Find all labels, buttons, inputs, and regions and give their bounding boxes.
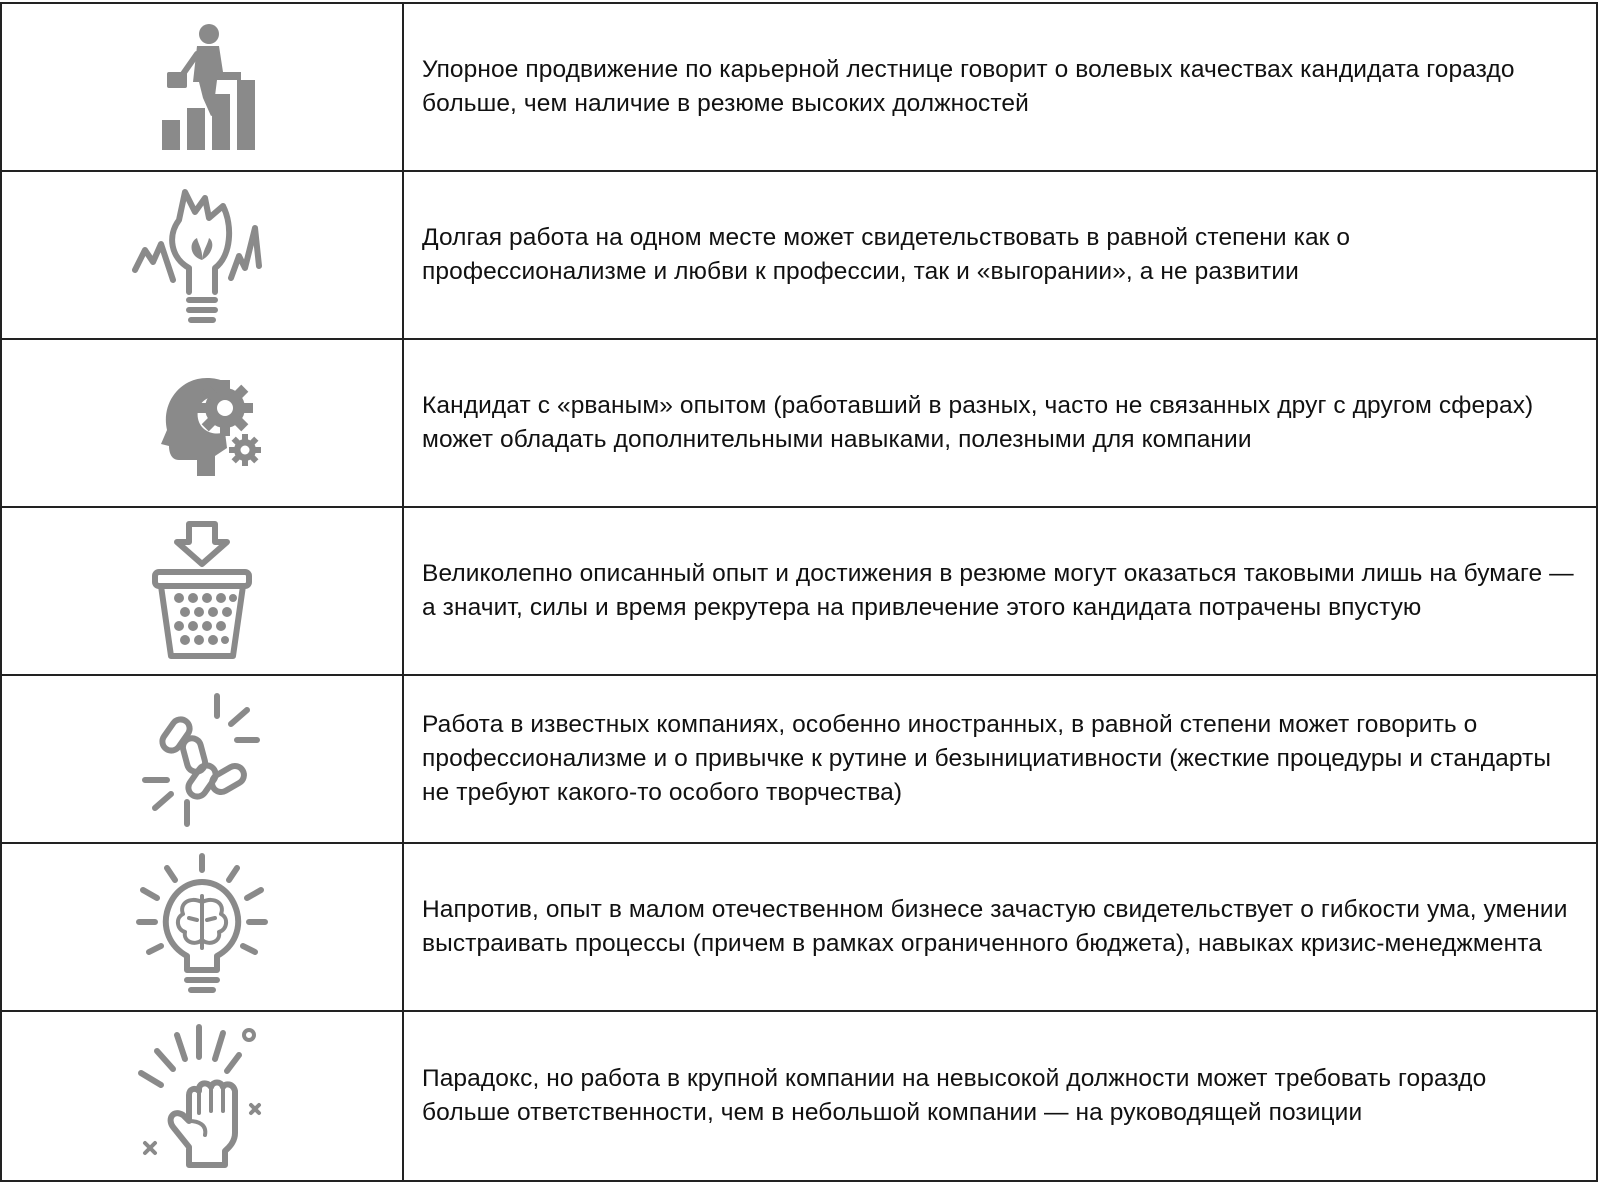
brain-lightbulb-icon xyxy=(127,852,277,1002)
table-row xyxy=(2,508,1596,676)
burnt-lightbulb-icon xyxy=(127,180,277,330)
row-text: Работа в известных компаниях, особенно иностранных, в равной степени может говорить о профессионализме и о привычке к рутине и безынициативности (жесткие процедуры и стандарты не требуют какого-то особого творчества) xyxy=(422,711,1552,806)
row-text: Напротив, опыт в малом отечественном бизнесе зачастую свидетельствует о гибкости ума, умении выстраивать процессы (причем в рамках ограниченного бюджета), навыках кризис-менеджмента xyxy=(422,896,1568,957)
table-row xyxy=(2,1012,1596,1180)
icon-cell xyxy=(2,1012,404,1180)
row-text: Великолепно описанный опыт и достижения в резюме могут оказаться таковыми лишь на бумаге — а значит, силы и время рекрутера на привлечение этого кандидата потрачены впустую xyxy=(422,560,1574,621)
row-text: Парадокс, но работа в крупной компании на невысокой должности может требовать гораздо больше ответственности, чем в небольшой компании — на руководящей позиции xyxy=(422,1065,1487,1126)
text-cell xyxy=(404,1012,1596,1180)
icon-cell xyxy=(2,340,404,506)
icon-cell xyxy=(2,508,404,674)
text-cell xyxy=(404,340,1596,506)
row-text: Упорное продвижение по карьерной лестнице говорит о волевых качествах кандидата гораздо больше, чем наличие в резюме высоких должностей xyxy=(422,56,1515,117)
icon-cell xyxy=(2,676,404,842)
text-cell xyxy=(404,4,1596,170)
row-text: Долгая работа на одном месте может свидетельствовать в равной степени как о профессионализме и любви к профессии, так и «выгорании», а не развитии xyxy=(422,224,1351,285)
raised-fist-icon xyxy=(127,1021,277,1171)
text-cell xyxy=(404,676,1596,842)
career-ladder-icon xyxy=(127,12,277,162)
table-row xyxy=(2,4,1596,172)
table-row xyxy=(2,340,1596,508)
table-row xyxy=(2,172,1596,340)
table-row xyxy=(2,676,1596,844)
table-row xyxy=(2,844,1596,1012)
icon-cell xyxy=(2,4,404,170)
head-gears-icon xyxy=(127,348,277,498)
icon-cell xyxy=(2,844,404,1010)
comparison-table xyxy=(0,2,1598,1182)
text-cell xyxy=(404,508,1596,674)
broken-chain-icon xyxy=(127,684,277,834)
icon-cell xyxy=(2,172,404,338)
text-cell xyxy=(404,172,1596,338)
trash-basket-icon xyxy=(127,516,277,666)
text-cell xyxy=(404,844,1596,1010)
row-text: Кандидат с «рваным» опытом (работавший в разных, часто не связанных друг с другом сферах) может обладать дополнительными навыками, полезными для компании xyxy=(422,392,1534,453)
